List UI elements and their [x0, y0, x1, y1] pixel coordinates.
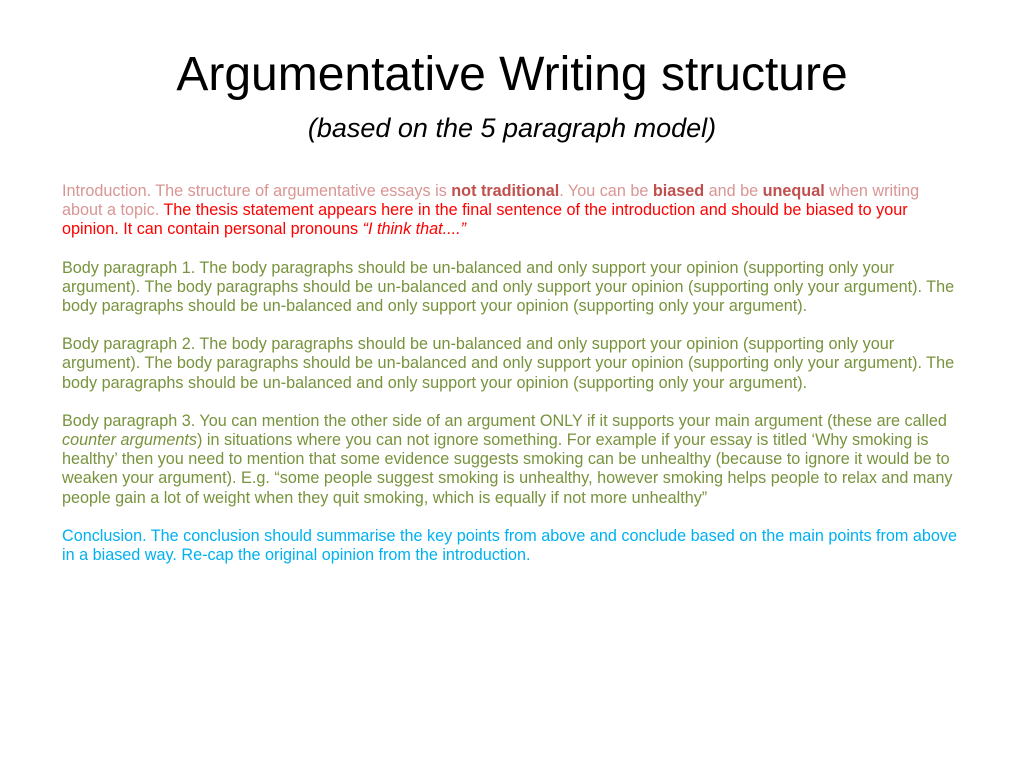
intro-text-4: when writing about a topic. — [62, 182, 920, 220]
slide-title: Argumentative Writing structure — [176, 48, 848, 101]
conclusion-paragraph: Conclusion. The conclusion should summarise the key points from above and conclude based on the main points from above in a biased way. Re-cap the original opinion from the introduction. — [62, 526, 958, 565]
slide-body — [62, 182, 964, 584]
intro-text-2: . You can be — [559, 182, 653, 200]
intro-quote: “I think that....” — [362, 220, 467, 239]
body-paragraph-2: Body paragraph 2. The body paragraphs should be un-balanced and only support your opinion (supporting only your argument). The body paragraphs should be un-balanced and only support your opinion (supporting only your argument). The body paragraphs should be un-balanced and only support your opinion (supporting only your argument). — [62, 335, 955, 392]
body3-text-1: Body paragraph 3. You can mention the other side of an argument ONLY if it supports your main argument (these are called — [62, 411, 947, 430]
slide-subtitle: (based on the 5 paragraph model) — [307, 113, 717, 143]
body3-text-2: ) in situations where you can not ignore something. For example if your essay is titled ‘Why smoking is healthy’ then you need to mention that some evidence suggests smoking can be unhealthy (because to ignore it would be to weaken your argument). E.g. “some people suggest smoking is unhealthy, however smoking helps people to relax and many people gain a lot of weight when they quit smoking, which is equally if not more unhealthy” — [62, 431, 953, 507]
intro-text-3: and be — [704, 182, 763, 200]
intro-biased: biased — [652, 182, 705, 200]
body3-counter-arguments: counter arguments — [62, 431, 197, 450]
intro-text-1: Introduction. The structure of argumentative essays is — [62, 182, 452, 200]
intro-unequal: unequal — [762, 182, 825, 200]
body-paragraph-3 — [62, 412, 964, 508]
intro-not-traditional: not traditional — [451, 182, 560, 200]
intro-thesis: The thesis statement appears here in the final sentence of the introduction and should be biased to your opinion. It can contain personal pronouns — [62, 201, 908, 239]
introduction-paragraph — [62, 182, 964, 240]
title-block — [60, 44, 964, 146]
body-paragraph-1: Body paragraph 1. The body paragraphs should be un-balanced and only support your opinion (supporting only your argument). The body paragraphs should be un-balanced and only support your opinion (supporting only your argument). The body paragraphs should be un-balanced and only support your opinion (supporting only your argument). — [62, 258, 955, 316]
